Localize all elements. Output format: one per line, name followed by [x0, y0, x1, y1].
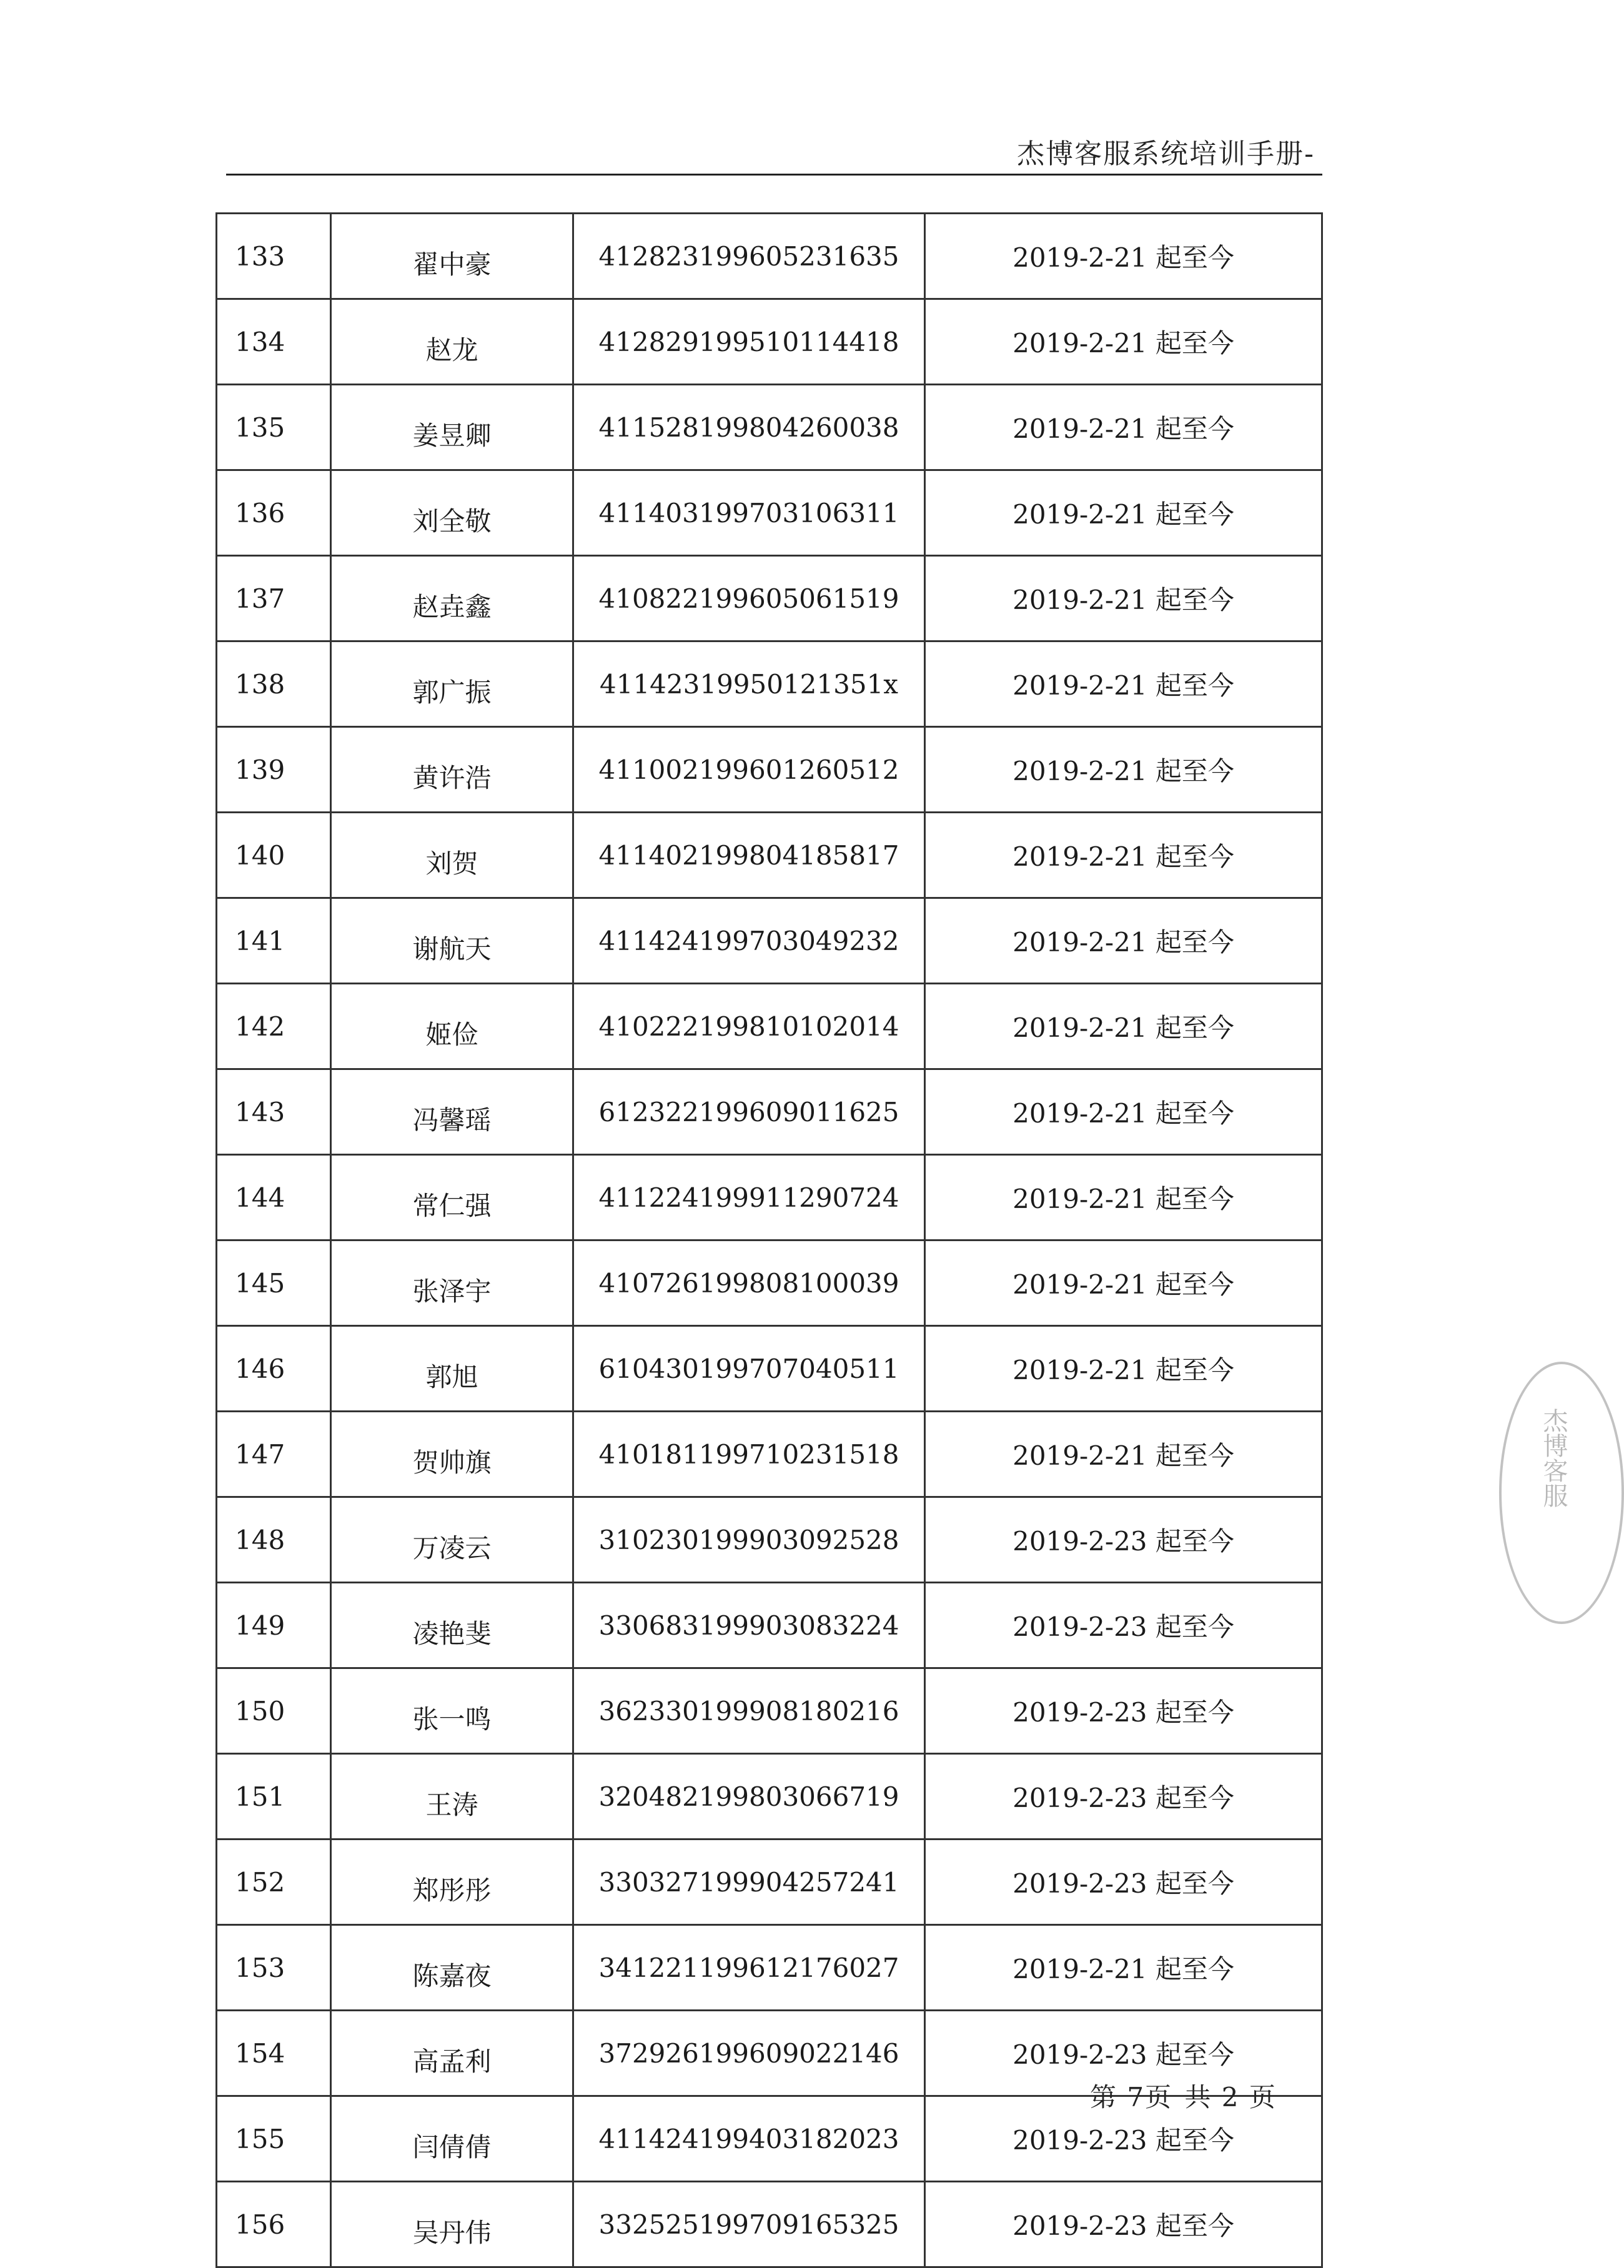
date-cell: 2019-2-21 起至今 — [925, 385, 1322, 470]
row-number-cell: 139 — [217, 727, 331, 813]
date-cell: 2019-2-23 起至今 — [925, 1497, 1322, 1583]
name-cell: 刘全敬 — [331, 470, 573, 556]
id-number-cell: 411528199804260038 — [573, 385, 925, 470]
date-cell: 2019-2-23 起至今 — [925, 1668, 1322, 1754]
name-cell: 黄许浩 — [331, 727, 573, 813]
table-row — [217, 1583, 1322, 1668]
id-number-cell: 411402199804185817 — [573, 813, 925, 898]
row-number-cell: 144 — [217, 1155, 331, 1240]
name-cell: 冯馨瑶 — [331, 1069, 573, 1155]
id-number-cell: 411224199911290724 — [573, 1155, 925, 1240]
row-number-cell: 154 — [217, 2011, 331, 2096]
id-number-cell: 411002199601260512 — [573, 727, 925, 813]
company-seal — [1499, 1362, 1624, 1624]
name-cell: 常仁强 — [331, 1155, 573, 1240]
page-footer — [1090, 2077, 1279, 2114]
table-row — [217, 1497, 1322, 1583]
table-row — [217, 1412, 1322, 1497]
name-cell: 凌艳斐 — [331, 1583, 573, 1668]
date-cell: 2019-2-23 起至今 — [925, 1583, 1322, 1668]
employee-table-container — [215, 212, 1321, 2268]
id-number-cell: 320482199803066719 — [573, 1754, 925, 1840]
date-cell: 2019-2-21 起至今 — [925, 1925, 1322, 2011]
date-cell: 2019-2-21 起至今 — [925, 556, 1322, 641]
name-cell: 高孟利 — [331, 2011, 573, 2096]
document-header-title: 杰博客服系统培训手册- — [1017, 138, 1315, 170]
date-cell: 2019-2-23 起至今 — [925, 2011, 1322, 2096]
name-cell: 万凌云 — [331, 1497, 573, 1583]
page-number: 第 7页 — [1090, 2082, 1173, 2112]
seal-text: 杰博客服 — [1539, 1408, 1568, 1508]
row-number-cell: 142 — [217, 984, 331, 1069]
id-number-cell: 612322199609011625 — [573, 1069, 925, 1155]
id-number-cell: 341221199612176027 — [573, 1925, 925, 2011]
name-cell: 贺帅旗 — [331, 1412, 573, 1497]
date-cell: 2019-2-21 起至今 — [925, 984, 1322, 1069]
date-cell: 2019-2-21 起至今 — [925, 1326, 1322, 1412]
id-number-cell: 41142319950121351x — [573, 641, 925, 727]
name-cell: 王涛 — [331, 1754, 573, 1840]
row-number-cell: 137 — [217, 556, 331, 641]
name-cell: 吴丹伟 — [331, 2182, 573, 2267]
date-cell: 2019-2-21 起至今 — [925, 641, 1322, 727]
name-cell: 张泽宇 — [331, 1240, 573, 1326]
date-cell: 2019-2-21 起至今 — [925, 470, 1322, 556]
date-cell: 2019-2-23 起至今 — [925, 1840, 1322, 1925]
table-row — [217, 813, 1322, 898]
date-cell: 2019-2-21 起至今 — [925, 1240, 1322, 1326]
date-cell: 2019-2-21 起至今 — [925, 1412, 1322, 1497]
page-total: 共 2 页 — [1184, 2082, 1277, 2112]
table-row — [217, 898, 1322, 984]
row-number-cell: 133 — [217, 214, 331, 299]
name-cell: 谢航天 — [331, 898, 573, 984]
id-number-cell: 310230199903092528 — [573, 1497, 925, 1583]
table-row — [217, 299, 1322, 385]
table-row — [217, 1069, 1322, 1155]
name-cell: 赵垚鑫 — [331, 556, 573, 641]
row-number-cell: 150 — [217, 1668, 331, 1754]
header-divider — [226, 174, 1322, 176]
table-row — [217, 641, 1322, 727]
row-number-cell: 153 — [217, 1925, 331, 2011]
name-cell: 郭旭 — [331, 1326, 573, 1412]
date-cell: 2019-2-21 起至今 — [925, 898, 1322, 984]
name-cell: 郭广振 — [331, 641, 573, 727]
table-row — [217, 470, 1322, 556]
date-cell: 2019-2-21 起至今 — [925, 813, 1322, 898]
row-number-cell: 140 — [217, 813, 331, 898]
table-row — [217, 1840, 1322, 1925]
table-row — [217, 556, 1322, 641]
id-number-cell: 372926199609022146 — [573, 2011, 925, 2096]
id-number-cell: 410222199810102014 — [573, 984, 925, 1069]
id-number-cell: 412823199605231635 — [573, 214, 925, 299]
id-number-cell: 411424199403182023 — [573, 2096, 925, 2182]
date-cell: 2019-2-23 起至今 — [925, 2096, 1322, 2182]
table-row — [217, 727, 1322, 813]
name-cell: 郑彤彤 — [331, 1840, 573, 1925]
row-number-cell: 155 — [217, 2096, 331, 2182]
row-number-cell: 135 — [217, 385, 331, 470]
row-number-cell: 138 — [217, 641, 331, 727]
id-number-cell: 362330199908180216 — [573, 1668, 925, 1754]
row-number-cell: 151 — [217, 1754, 331, 1840]
table-row — [217, 984, 1322, 1069]
name-cell: 陈嘉夜 — [331, 1925, 573, 2011]
name-cell: 张一鸣 — [331, 1668, 573, 1754]
name-cell: 赵龙 — [331, 299, 573, 385]
id-number-cell: 330327199904257241 — [573, 1840, 925, 1925]
row-number-cell: 141 — [217, 898, 331, 984]
row-number-cell: 136 — [217, 470, 331, 556]
date-cell: 2019-2-23 起至今 — [925, 1754, 1322, 1840]
date-cell: 2019-2-21 起至今 — [925, 299, 1322, 385]
table-row — [217, 2182, 1322, 2267]
table-row — [217, 214, 1322, 299]
id-number-cell: 332525199709165325 — [573, 2182, 925, 2267]
row-number-cell: 143 — [217, 1069, 331, 1155]
id-number-cell: 412829199510114418 — [573, 299, 925, 385]
name-cell: 姜昱卿 — [331, 385, 573, 470]
table-row — [217, 1754, 1322, 1840]
id-number-cell: 411424199703049232 — [573, 898, 925, 984]
row-number-cell: 147 — [217, 1412, 331, 1497]
row-number-cell: 152 — [217, 1840, 331, 1925]
id-number-cell: 410181199710231518 — [573, 1412, 925, 1497]
table-row — [217, 1668, 1322, 1754]
row-number-cell: 145 — [217, 1240, 331, 1326]
row-number-cell: 148 — [217, 1497, 331, 1583]
name-cell: 翟中豪 — [331, 214, 573, 299]
table-row — [217, 1155, 1322, 1240]
row-number-cell: 146 — [217, 1326, 331, 1412]
date-cell: 2019-2-21 起至今 — [925, 214, 1322, 299]
name-cell: 刘贺 — [331, 813, 573, 898]
id-number-cell: 410822199605061519 — [573, 556, 925, 641]
table-row — [217, 385, 1322, 470]
date-cell: 2019-2-21 起至今 — [925, 1155, 1322, 1240]
date-cell: 2019-2-23 起至今 — [925, 2182, 1322, 2267]
table-row — [217, 1240, 1322, 1326]
id-number-cell: 410726199808100039 — [573, 1240, 925, 1326]
employee-table-body — [217, 214, 1322, 2267]
id-number-cell: 411403199703106311 — [573, 470, 925, 556]
date-cell: 2019-2-21 起至今 — [925, 727, 1322, 813]
name-cell: 姬俭 — [331, 984, 573, 1069]
table-row — [217, 1326, 1322, 1412]
row-number-cell: 149 — [217, 1583, 331, 1668]
name-cell: 闫倩倩 — [331, 2096, 573, 2182]
employee-table — [215, 212, 1323, 2268]
id-number-cell: 610430199707040511 — [573, 1326, 925, 1412]
row-number-cell: 156 — [217, 2182, 331, 2267]
row-number-cell: 134 — [217, 299, 331, 385]
date-cell: 2019-2-21 起至今 — [925, 1069, 1322, 1155]
table-row — [217, 1925, 1322, 2011]
id-number-cell: 330683199903083224 — [573, 1583, 925, 1668]
